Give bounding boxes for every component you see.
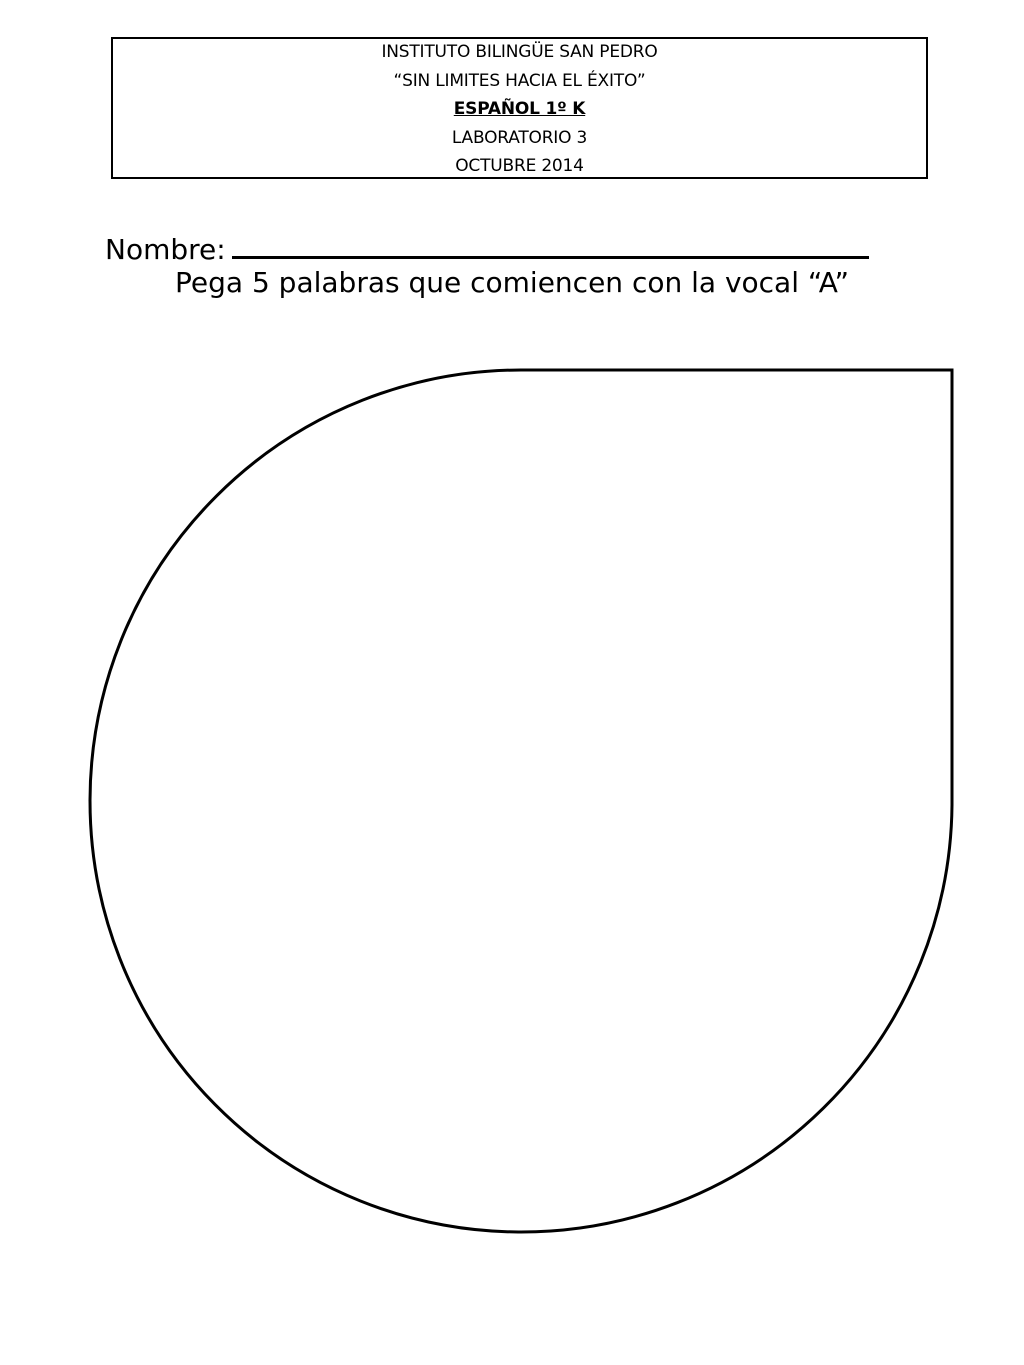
subject-title: ESPAÑOL 1º K — [453, 99, 586, 119]
institution-name: INSTITUTO BILINGÜE SAN PEDRO — [381, 42, 658, 62]
name-label: Nombre: — [105, 233, 226, 266]
teardrop-paste-area[interactable] — [90, 370, 952, 1232]
activity-title: LABORATORIO 3 — [451, 128, 588, 148]
school-motto: “SIN LIMITES HACIA EL ÉXITO” — [393, 71, 646, 91]
instruction-text: Pega 5 palabras que comiencen con la vocal “A” — [175, 266, 849, 299]
date-line: OCTUBRE 2014 — [455, 156, 584, 176]
